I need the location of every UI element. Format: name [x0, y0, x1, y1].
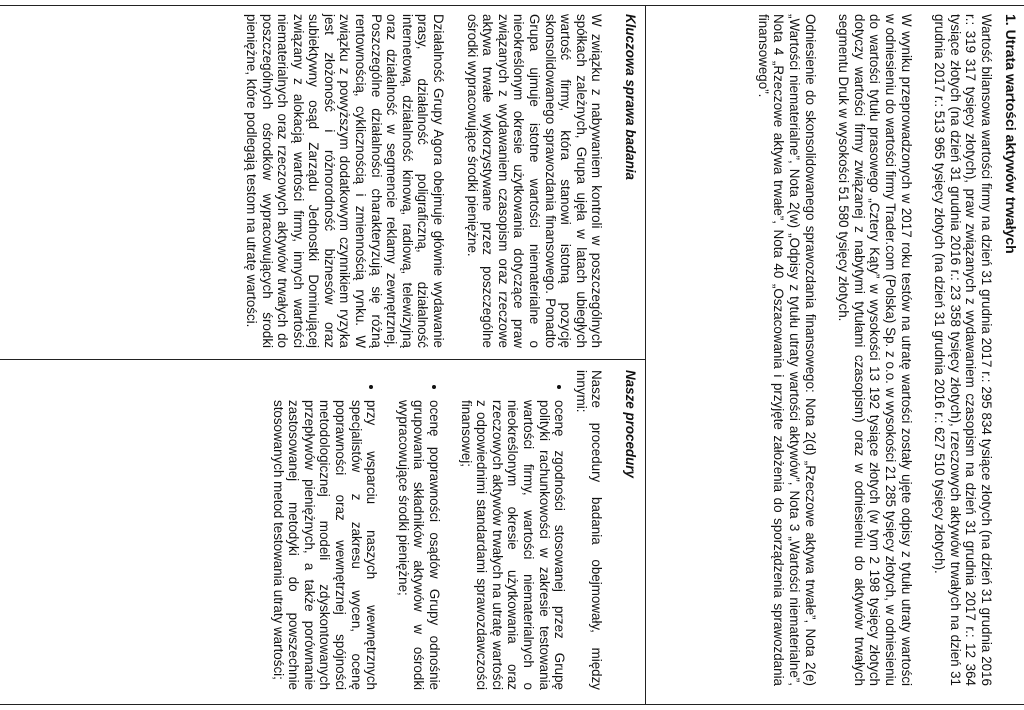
impairment-paragraph: W wyniku przeprowadzonych w 2017 roku testów na utratę wartości zostały ujęte odpisy z tytułu utraty wartości w odniesieniu do wartości firmy Trader.com (Polska) Sp. z o.o. w wysokości 21 285 tysięcy złotych, w odniesieniu do wartości tytułu prasowego „Cztery Kąty” w wysokości 13 192 tysiące złotych (w tym 2 198 tysięcy złotych dotyczy wartości firmy związanej z nabytymi tytułami czasopism) oraz w odniesieniu do aktywów trwałych segmentu Druk w wysokości 51 580 tysięcy złotych.: [836, 14, 914, 686]
carrying-value-paragraph: Wartość bilansowa wartości firmy na dzień 31 grudnia 2017 r.: 295 834 tysiące złotych (na dzień 31 grudnia 2016 r.: 319 317 tysięcy złotych), praw związanych z wydawaniem czasopism na dzień 31 grudnia 2017 r.: 12 364 tysiące złotych (na dzień 31 grudnia 2016 r.: 23 358 tysięcy złotych), rzeczowych aktywów trwałych na dzień 31 grudnia 2017 r.: 513 965 tysięcy złotych (na dzień 31 grudnia 2016 r.: 627 510 tysięcy złotych).: [932, 14, 994, 686]
key-audit-matter-paragraph: Działalność Grupy Agora obejmuje głównie wydawanie prasy, działalność poligraficzną, działalność internetową, działalność kinową, radiową, telewizyjną oraz działalność w segmencie reklamy zewnętrznej. Poszczególne działalności charakteryzują się różną rentownością, cyklicznością i zmiennością rynku. W związku z powyższym dodatkowym czynnikiem ryzyka jest złożoność i różnorodność biznesów oraz subiektywny osąd Zarządu Jednostki Dominującej związany z alokacją wartości firmy, innych wartości niematerialnych oraz rzeczowych aktywów trwałych do poszczególnych ośrodków wypracowujących środki pieniężne, które podlegają testom na utratę wartości.: [243, 14, 447, 348]
table-top-rule: [645, 5, 646, 705]
right-border-line: [0, 704, 1024, 705]
key-audit-matter-column: [225, 14, 638, 348]
intro-block: [737, 14, 994, 686]
key-audit-matter-paragraph: W związku z nabywaniem kontroli w poszczególnych spółkach zależnych, Grupa ujęła w latach ubiegłych wartość firmy, która stanowi istotną pozycję skonsolidowanego sprawozdania finansowego. Ponadto Grupa ujmuje istotne wartości niematerialne o nieokreślonym okresie użytkowania dotyczące praw związanych z wydawaniem czasopism oraz rzeczowe aktywa trwałe wykorzystywane przez poszczególne ośrodki wypracowujące środki pieniężne.: [464, 14, 605, 348]
key-audit-matter-heading: Kluczowa sprawa badania: [623, 14, 638, 180]
section-title: 1. Utrata wartości aktywów trwałych: [1003, 14, 1019, 254]
procedure-item: • przy wsparciu naszych wewnętrznych specjalistów z zakresu wycen, ocenę poprawności oraz wewnętrznej spójności metodologicznej modeli zdyskontowanych przepływów pieniężnych, a także porównanie zastosowanej metodyki do powszechnie stosowanych metod testowania utraty wartości;: [270, 400, 379, 690]
procedures-list: [270, 370, 567, 690]
procedure-item: • ocenę zgodności stosowanej przez Grupę polityki rachunkowości w zakresie testowania wartości firmy, wartości niematerialnych o nieokreślonym okresie użytkowania oraz rzeczowych aktywów trwałych na utratę wartości z odpowiednimi standardami sprawozdawczości finansowej;: [458, 400, 567, 690]
procedure-item: • ocenę poprawności osądów Grupy odnośnie grupowania składników aktywów w ośrodki wypracowujące środki pieniężne;: [395, 400, 442, 690]
notes-reference-paragraph: Odniesienie do skonsolidowanego sprawozdania finansowego: Nota 2(d) „Rzeczowe aktywa trwałe”, Nota 2(e) „Wartości niematerialne”, Nota 2(w) „Odpisy z tytułu utraty wartości aktywów”, Nota 3 „Wartości niematerialne”, Nota 4 „Rzeczowe aktywa trwałe”, Nota 40 „Oszacowania i przyjęte założenia do sporządzenia sprawozdania finansowego”.: [755, 14, 818, 686]
left-border-line: [0, 5, 1024, 6]
procedures-heading: Nasze procedury: [623, 370, 638, 478]
table-column-divider: [0, 359, 646, 360]
procedures-column: [254, 370, 638, 690]
procedures-intro: Nasze procedury badania obejmowały, między innymi:: [573, 370, 605, 690]
